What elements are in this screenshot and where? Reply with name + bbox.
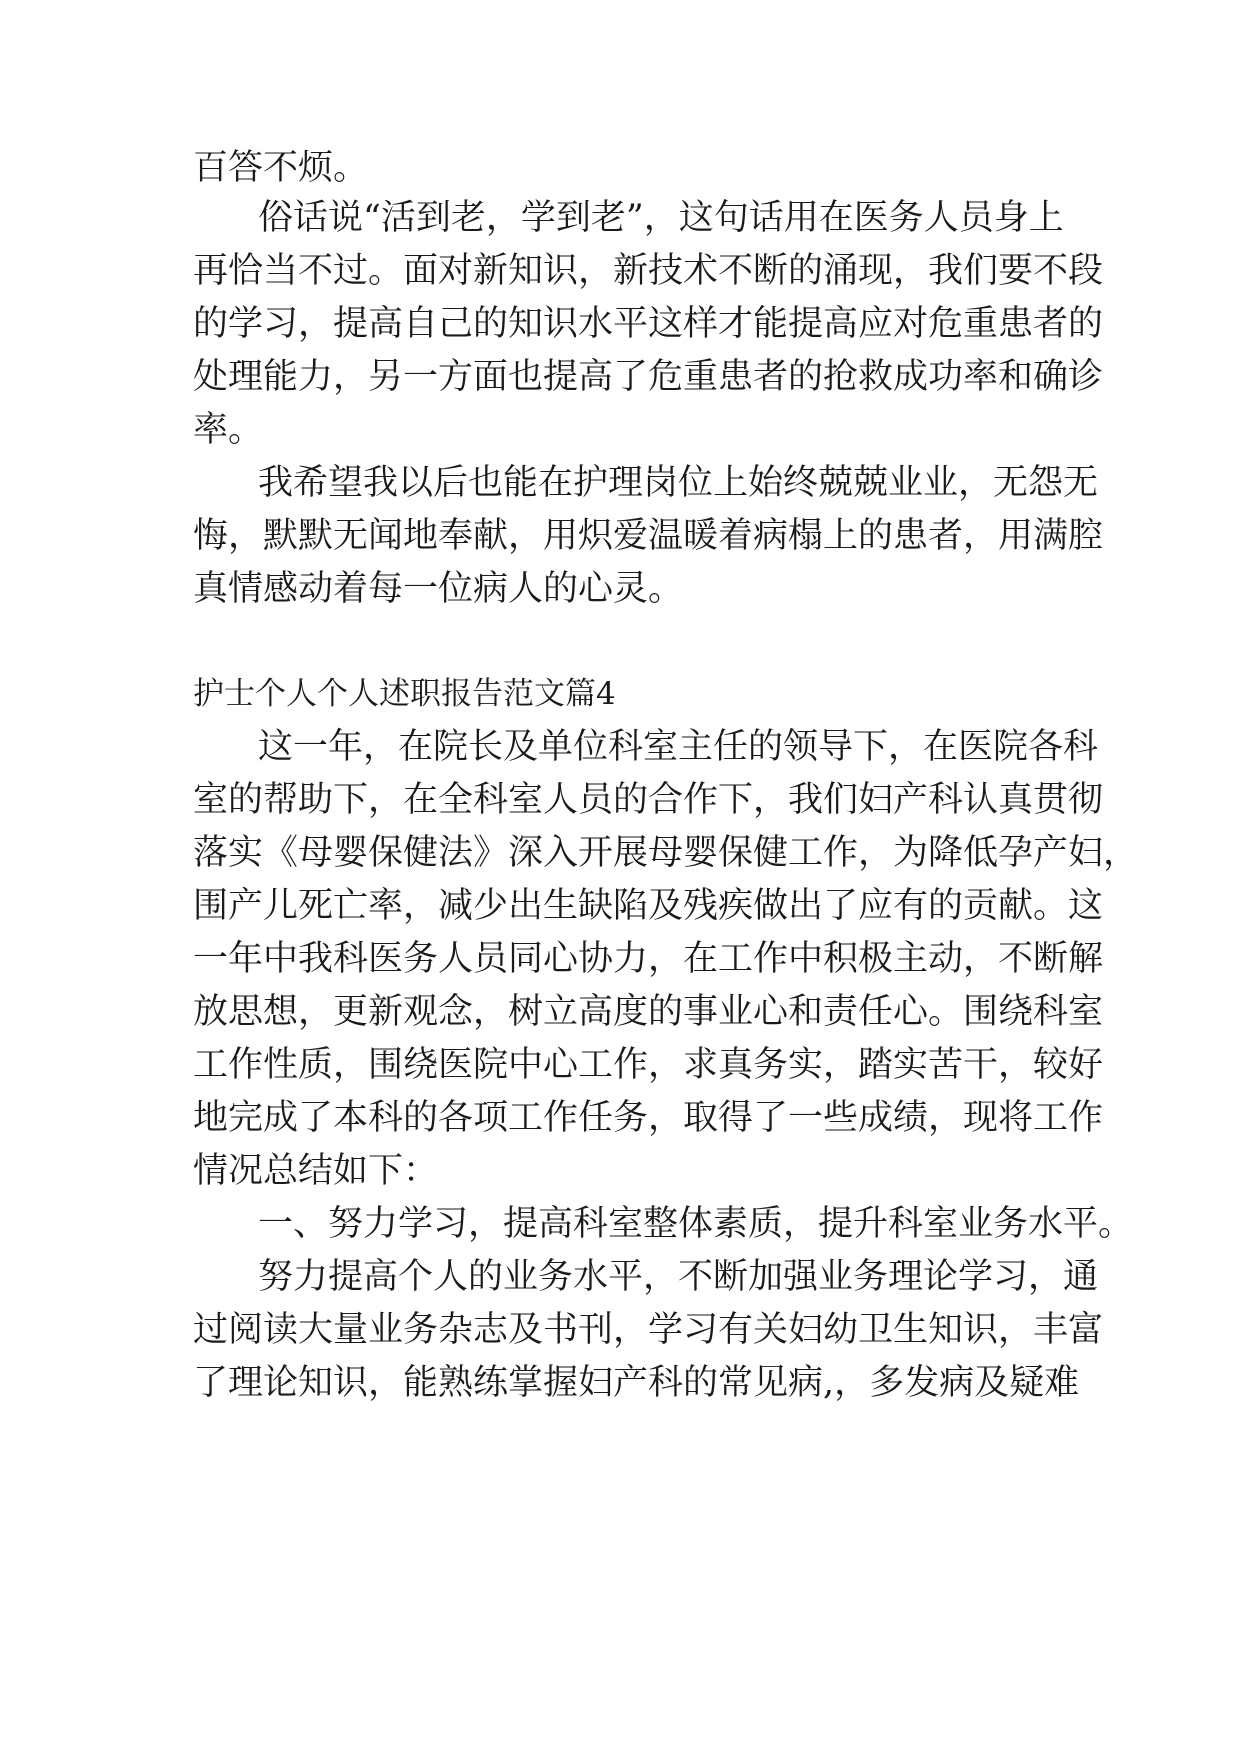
paragraph-line: 处理能力，另一方面也提高了危重患者的抢救成功率和确诊 bbox=[193, 357, 1104, 397]
paragraph-line: 这一年，在院长及单位科室主任的领导下，在医院各科 bbox=[258, 727, 1099, 767]
paragraph-line: 放思想，更新观念，树立高度的事业心和责任心。围绕科室 bbox=[193, 992, 1104, 1032]
paragraph-line: 悔，默默无闻地奉献，用炽爱温暖着病榻上的患者，用满腔 bbox=[193, 516, 1104, 556]
paragraph-line: 再恰当不过。面对新知识，新技术不断的涌现，我们要不段 bbox=[193, 251, 1104, 291]
paragraph-line: 一年中我科医务人员同心协力，在工作中积极主动，不断解 bbox=[193, 939, 1104, 979]
paragraph-line: 俗话说“活到老，学到老”，这句话用在医务人员身上 bbox=[258, 198, 1064, 238]
paragraph-line: 我希望我以后也能在护理岗位上始终兢兢业业，无怨无 bbox=[258, 463, 1099, 503]
paragraph-line: 过阅读大量业务杂志及书刊，学习有关妇幼卫生知识，丰富 bbox=[193, 1310, 1104, 1350]
paragraph-line: 工作性质，围绕医院中心工作，求真务实，踏实苦干，较好 bbox=[193, 1045, 1104, 1085]
paragraph-line: 了理论知识，能熟练掌握妇产科的常见病,，多发病及疑难 bbox=[193, 1363, 1080, 1403]
paragraph-line: 落实《母婴保健法》深入开展母婴保健工作，为降低孕产妇， bbox=[193, 833, 1139, 873]
paragraph-line: 真情感动着每一位病人的心灵。 bbox=[193, 569, 684, 609]
paragraph-line: 围产儿死亡率，减少出生缺陷及残疾做出了应有的贡献。这 bbox=[193, 886, 1104, 926]
paragraph-line: 情况总结如下： bbox=[193, 1151, 439, 1191]
paragraph-line: 室的帮助下，在全科室人员的合作下，我们妇产科认真贯彻 bbox=[193, 780, 1104, 820]
paragraph-line: 百答不烦。 bbox=[193, 148, 369, 188]
paragraph-line: 地完成了本科的各项工作任务，取得了一些成绩，现将工作 bbox=[193, 1098, 1104, 1138]
paragraph-line: 的学习，提高自己的知识水平这样才能提高应对危重患者的 bbox=[193, 304, 1104, 344]
paragraph-line: 努力提高个人的业务水平，不断加强业务理论学习，通 bbox=[258, 1257, 1099, 1297]
paragraph-line: 率。 bbox=[193, 410, 264, 450]
paragraph-line: 一、努力学习，提高科室整体素质，提升科室业务水平。 bbox=[258, 1204, 1134, 1244]
section-heading: 护士个人个人述职报告范文篇4 bbox=[193, 676, 616, 712]
